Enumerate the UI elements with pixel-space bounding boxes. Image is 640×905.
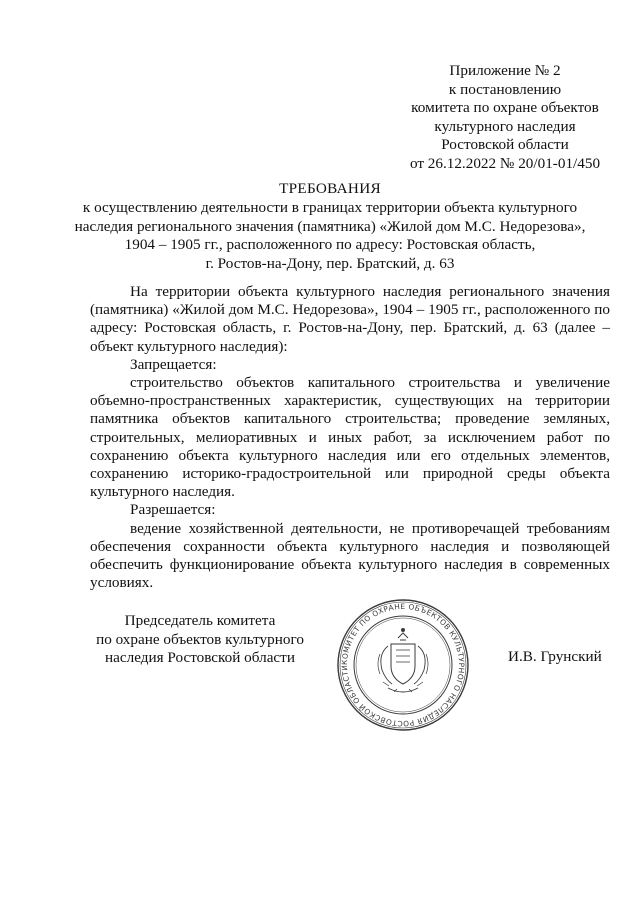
document-title: ТРЕБОВАНИЯ — [279, 180, 381, 197]
title-line: наследия регионального значения (памятника) «Жилой дом М.С. Недорезова», — [74, 217, 586, 235]
appendix-line: Ростовской области — [441, 136, 569, 154]
signature-position — [80, 612, 320, 668]
body-paragraph: Запрещается: — [130, 355, 217, 373]
signature-position-line: Председатель комитета — [124, 612, 276, 629]
appendix-line: культурного наследия — [434, 117, 576, 135]
title-line: 1904 – 1905 гг., расположенного по адресу: Ростовская область, — [124, 236, 536, 254]
title-line: г. Ростов-на-Дону, пер. Братский, д. 63 — [205, 255, 455, 273]
appendix-line: комитета по охране объектов — [411, 99, 599, 117]
official-seal — [336, 598, 470, 732]
coat-of-arms-icon — [378, 628, 428, 692]
appendix-line: Приложение № 2 — [449, 62, 561, 79]
body-paragraph: Разрешается: — [130, 501, 216, 519]
title-line: к осуществлению деятельности в границах территории объекта культурного — [82, 198, 578, 216]
body-paragraph: ведение хозяйственной деятельности, не противоречащей требованиям обеспечения сохранности объекта культурного наследия и позволяющей обеспечить функционирование объекта культурного наследия в современных условиях. — [90, 519, 610, 592]
seal-rings — [338, 600, 468, 730]
appendix-header — [380, 62, 630, 174]
signature-position-line: наследия Ростовской области — [105, 649, 295, 667]
appendix-line: к постановлению — [448, 80, 562, 98]
appendix-line: от 26.12.2022 № 20/01-01/450 — [409, 154, 601, 172]
body-paragraph: На территории объекта культурного наследия регионального значения (памятника) «Жилой дом М.С. Недорезова», 1904 – 1905 гг., расположенного по адресу: Ростовская область, г. Ростов-на-Дону, пер. Братский, д. 63 (далее – объект культурного наследия): — [90, 283, 610, 355]
signature-position-line: по охране объектов культурного — [96, 630, 304, 648]
document-title-block — [70, 180, 590, 274]
document-body — [90, 283, 610, 592]
signer-name: И.В. Грунский — [508, 648, 602, 665]
body-paragraph: строительство объектов капитального строительства и увеличение объемно-пространственных характеристик, существующих на территории памятника объектов капитального строительства; проведение земляных, строительных, мелиоративных и иных работ, за исключением работ по сохранению объекта культурного наследия или его отдельных элементов, сохранению историко-градостроительной или природной среды объекта культурного наследия. — [90, 374, 610, 501]
seal-outer-text: КОМИТЕТ ПО ОХРАНЕ ОБЪЕКТОВ КУЛЬТУРНОГО НАСЛЕДИЯ РОСТОВСКОЙ ОБЛАСТИ — [339, 601, 467, 729]
